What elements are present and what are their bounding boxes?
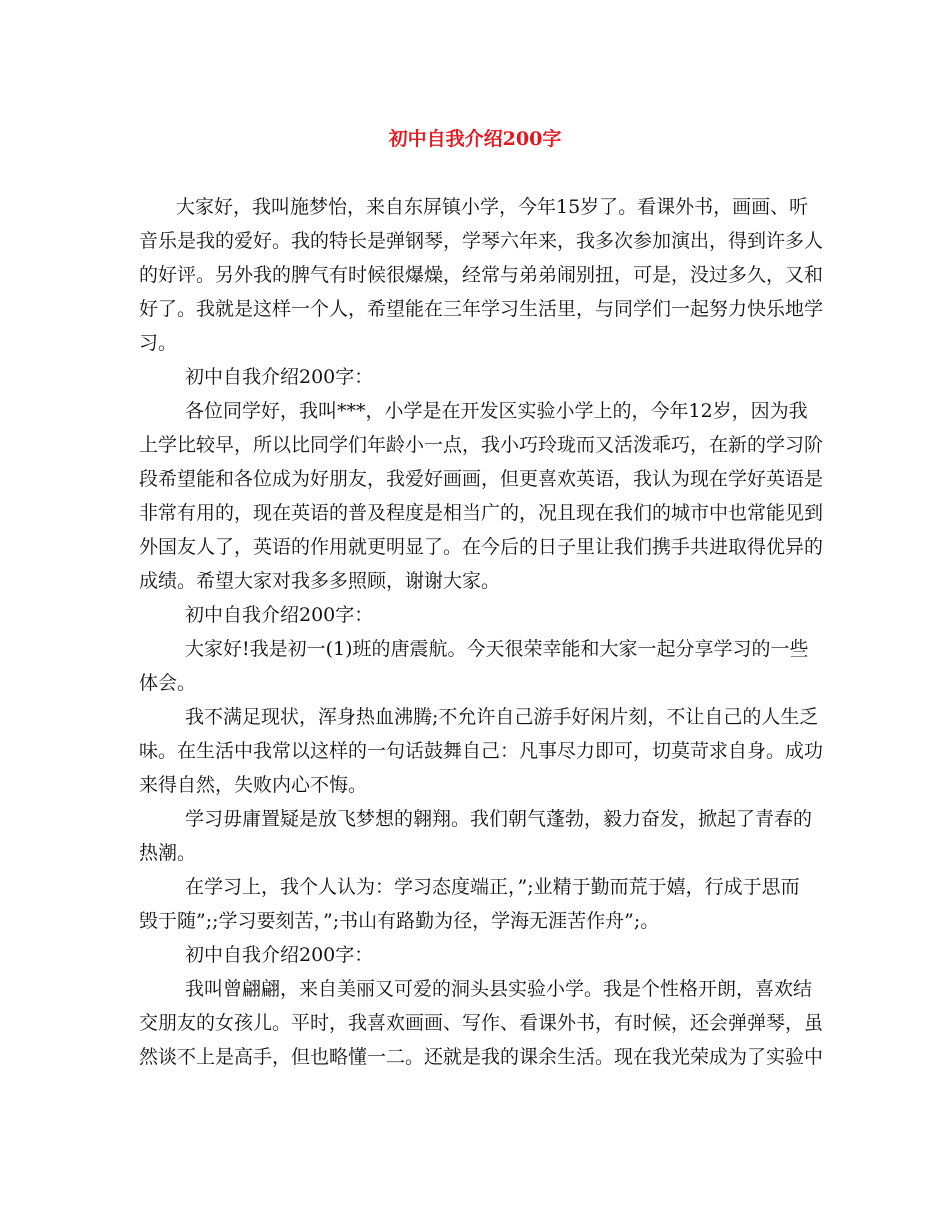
text-line: 成绩。希望大家对我多多照顾，谢谢大家。 (139, 570, 501, 592)
text-line: 段希望能和各位成为好朋友，我爱好画画，但更喜欢英语，我认为现在学好英语是 (139, 468, 824, 490)
text-line: 来得自然，失败内心不悔。 (139, 774, 368, 796)
section-heading: 初中自我介绍200字： (185, 366, 374, 388)
text-line: 大家好，我叫施梦怡，来自东屏镇小学，今年15岁了。看课外书，画画、听 (176, 196, 809, 218)
text-line: 毁于随”;;学习要刻苦，”;书山有路勤为径，学海无涯苦作舟”;。 (139, 910, 660, 932)
text-line: 我不满足现状，浑身热血沸腾;不允许自己游手好闲片刻，不让自己的人生乏 (185, 706, 819, 728)
text-line: 体会。 (139, 672, 197, 694)
text-line: 的好评。另外我的脾气有时候很爆燥，经常与弟弟闹别扭，可是，没过多久，又和 (139, 264, 824, 286)
text-line: 上学比较早，所以比同学们年龄小一点，我小巧玲珑而又活泼乖巧，在新的学习阶 (139, 434, 824, 456)
text-line: 在学习上，我个人认为：学习态度端正，”;业精于勤而荒于嬉，行成于思而 (185, 876, 800, 898)
text-line: 然谈不上是高手，但也略懂一二。还就是我的课余生活。现在我光荣成为了实验中 (139, 1046, 824, 1068)
text-line: 我叫曾翩翩，来自美丽又可爱的洞头县实验小学。我是个性格开朗，喜欢结 (185, 978, 813, 1000)
text-line: 各位同学好，我叫***，小学是在开发区实验小学上的，今年12岁，因为我 (185, 400, 808, 422)
text-line: 音乐是我的爱好。我的特长是弹钢琴，学琴六年来，我多次参加演出，得到许多人 (139, 230, 824, 252)
text-line: 热潮。 (139, 842, 197, 864)
text-line: 好了。我就是这样一个人，希望能在三年学习生活里，与同学们一起努力快乐地学 (139, 298, 824, 320)
document-title: 初中自我介绍200字 (388, 128, 562, 150)
section-heading: 初中自我介绍200字： (185, 944, 374, 966)
text-line: 味。在生活中我常以这样的一句话鼓舞自己：凡事尽力即可，切莫苛求自身。成功 (139, 740, 824, 762)
text-line: 大家好!我是初一(1)班的唐震航。今天很荣幸能和大家一起分享学习的一些 (185, 638, 809, 660)
text-line: 学习毋庸置疑是放飞梦想的翱翔。我们朝气蓬勃，毅力奋发，掀起了青春的 (185, 808, 813, 830)
text-line: 交朋友的女孩儿。平时，我喜欢画画、写作、看课外书，有时候，还会弹弹琴，虽 (139, 1012, 824, 1034)
text-line: 习。 (139, 332, 178, 354)
text-line: 非常有用的，现在英语的普及程度是相当广的，况且现在我们的城市中也常能见到 (139, 502, 824, 524)
text-line: 外国友人了，英语的作用就更明显了。在今后的日子里让我们携手共进取得优异的 (139, 536, 824, 558)
section-heading: 初中自我介绍200字： (185, 604, 374, 626)
